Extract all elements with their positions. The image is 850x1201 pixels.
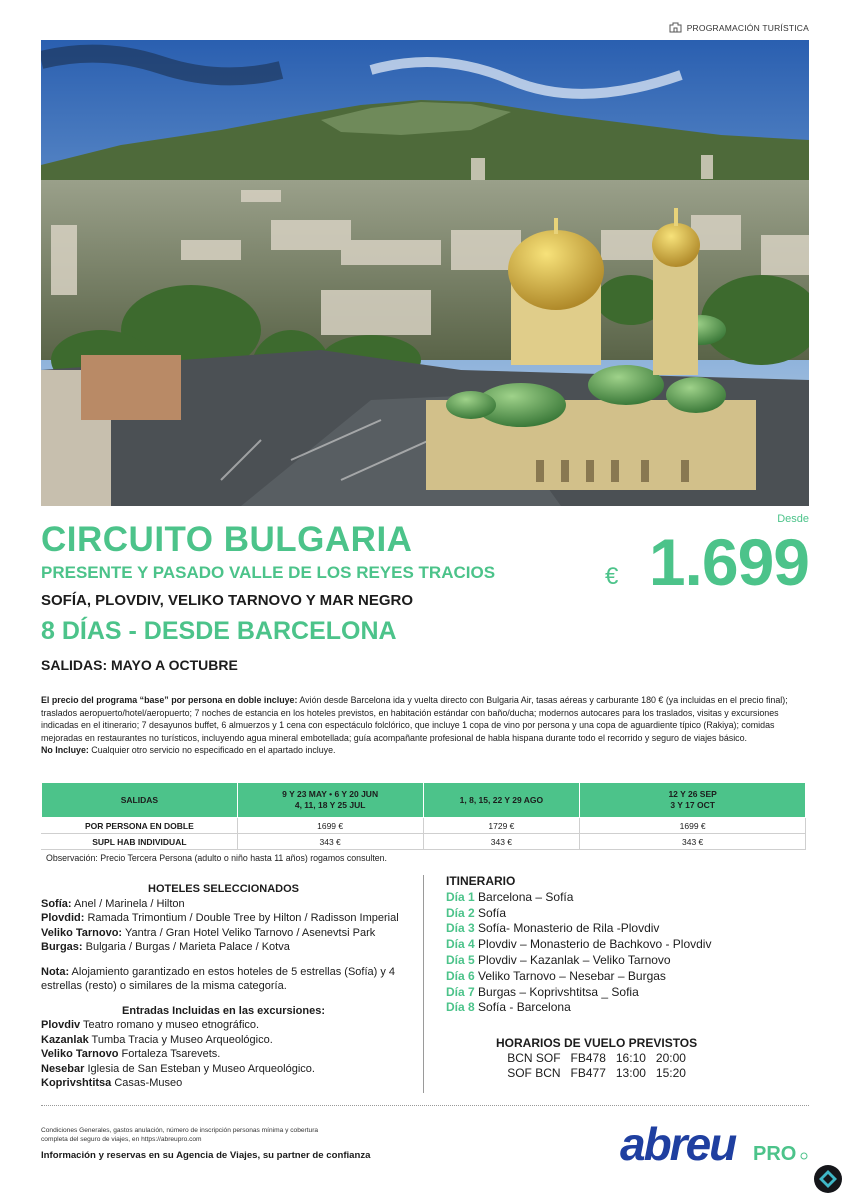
excursion-line: Veliko Tarnovo Fortaleza Tsarevets. xyxy=(41,1048,221,1060)
table-row xyxy=(42,834,806,850)
hotels-heading: HOTELES SELECCIONADOS xyxy=(148,883,299,895)
hotel-line: Sofía: Anel / Marinela / Hilton xyxy=(41,897,185,910)
svg-text:abreu: abreu xyxy=(620,1118,736,1168)
itinerary-day: Día 3 Sofía- Monasterio de Rila -Plovdiv xyxy=(446,921,660,936)
table-header-cell: 12 Y 26 SEP 3 Y 17 OCT xyxy=(580,783,806,818)
price-prefix: Desde xyxy=(777,513,809,525)
price-block xyxy=(579,513,809,599)
flight-row: SOF BCN FB477 13:00 15:20 xyxy=(507,1066,686,1080)
page-title: CIRCUITO BULGARIA xyxy=(41,520,413,559)
table-header-cell: 9 Y 23 MAY • 6 Y 20 JUN 4, 11, 18 Y 25 JUL xyxy=(237,783,423,818)
itinerary-day: Día 7 Burgas – Koprivshtitsa _ Sofia xyxy=(446,984,639,999)
program-type-label: PROGRAMACIÓN TURÍSTICA xyxy=(669,22,809,33)
table-row xyxy=(42,818,806,834)
itinerary-day: Día 8 Sofía - Barcelona xyxy=(446,1000,571,1015)
table-cell: 1699 € xyxy=(580,818,806,834)
hero-photo-sofia-cathedral xyxy=(41,40,809,506)
table-row-label: SUPL HAB INDIVIDUAL xyxy=(42,834,238,850)
itinerary-heading: ITINERARIO xyxy=(446,874,516,888)
itinerary-day: Día 5 Plovdiv – Kazanlak – Veliko Tarnovo xyxy=(446,952,671,967)
table-cell: 1699 € xyxy=(237,818,423,834)
excludes-text: Cualquier otro servicio no especificado en el apartado incluye. xyxy=(88,745,336,756)
itinerary-day: Día 2 Sofía xyxy=(446,905,507,920)
table-row-label: POR PERSONA EN DOBLE xyxy=(42,818,238,834)
footer-divider xyxy=(41,1105,809,1106)
flight-row: BCN SOF FB478 16:10 20:00 xyxy=(507,1051,686,1065)
building-icon xyxy=(669,22,682,33)
excursion-line: Koprivshtitsa Casas-Museo xyxy=(41,1077,183,1089)
includes-label: El precio del programa “base” por persona en doble incluye: xyxy=(41,695,298,705)
table-cell: 343 € xyxy=(423,834,580,850)
hotel-line: Burgas: Bulgaria / Burgas / Marieta Palace / Kotva xyxy=(41,941,290,953)
title-block xyxy=(41,520,601,674)
prices-table xyxy=(41,782,806,850)
price-currency: € xyxy=(605,563,619,590)
table-header-row xyxy=(42,783,806,818)
table-cell: 343 € xyxy=(580,834,806,850)
page-subtitle: PRESENTE Y PASADO VALLE DE LOS REYES TRACIOS xyxy=(41,563,496,582)
excludes-label: No Incluye: xyxy=(41,745,89,756)
table-header-cell: SALIDAS xyxy=(42,783,238,818)
hotels-note: Nota: Alojamiento garantizado en estos hoteles de 5 estrellas (Sofía) y 4 estrellas (resto) o similares de la misma categoría. xyxy=(41,965,396,992)
itinerary-day: Día 4 Plovdiv – Monasterio de Bachkovo - Plovdiv xyxy=(446,937,712,952)
departures-line: SALIDAS: MAYO A OCTUBRE xyxy=(41,657,238,673)
excursion-line: Plovdiv Teatro romano y museo etnográfico. xyxy=(41,1019,260,1031)
itinerary-day: Día 1 Barcelona – Sofía xyxy=(446,889,574,904)
hotels-section xyxy=(41,882,406,1091)
cities-line: SOFÍA, PLOVDIV, VELIKO TARNOVO Y MAR NEGRO xyxy=(41,592,413,609)
table-note: Observación: Precio Tercera Persona (adulto o niño hasta 11 años) rogamos consulten. xyxy=(46,853,387,863)
program-description xyxy=(41,694,809,757)
abreu-pro-logo xyxy=(620,1116,810,1168)
includes-text: Avión desde Barcelona ida y vuelta directo con Bulgaria Air, tasas aéreas y carburante 180 € (ya incluidas en el precio final); traslados aeropuerto/hotel/aeropuerto; 7 noches de estancia en los hoteles previstos, en habitación estándar con baño/ducha; modernos autocares para los traslados, visitas y excursiones indicadas en el itinerario; 7 desayunos buffet, 6 almuerzos y 1 cena con espectáculo folclórico, que incluye 1 copa de vino por persona y una copa de aguardiente típico (Rakiya); comidas mejoradas en restaurantes no turísticos, incluyendo agua mineral embotellada; guía acompañante profesional de habla hispana durante todo el recorrido y seguro de viajes básico. xyxy=(41,695,788,743)
duration-line: 8 DÍAS - DESDE BARCELONA xyxy=(41,617,397,645)
table-cell: 1729 € xyxy=(423,818,580,834)
price-amount: 1.699 xyxy=(648,525,809,599)
flights-heading: HORARIOS DE VUELO PREVISTOS xyxy=(496,1036,698,1050)
conditions-text: Condiciones Generales, gastos anulación, número de inscripción personas mínima y cobertura completa del seguro de viajes, en https://abreupro.com xyxy=(41,1127,319,1143)
itinerary-section xyxy=(446,874,806,1016)
table-cell: 343 € xyxy=(237,834,423,850)
corner-badge-icon xyxy=(814,1165,842,1193)
excursion-line: Kazanlak Tumba Tracia y Museo Arqueológico. xyxy=(41,1033,273,1046)
agency-info: Información y reservas en su Agencia de Viajes, su partner de confianza xyxy=(41,1150,371,1161)
hotel-line: Plovdid: Ramada Trimontium / Double Tree by Hilton / Radisson Imperial xyxy=(41,912,399,924)
svg-text:PRO: PRO xyxy=(753,1143,797,1165)
flights-section xyxy=(496,1036,697,1081)
hotel-line: Veliko Tarnovo: Yantra / Gran Hotel Veliko Tarnovo / Asenevtsi Park xyxy=(41,926,376,939)
table-header-cell: 1, 8, 15, 22 Y 29 AGO xyxy=(423,783,580,818)
itinerary-day: Día 6 Veliko Tarnovo – Nesebar – Burgas xyxy=(446,968,666,983)
excursion-line: Nesebar Iglesia de San Esteban y Museo Arqueológico. xyxy=(41,1062,315,1075)
excursions-heading: Entradas Incluidas en las excursiones: xyxy=(122,1004,325,1017)
column-divider xyxy=(423,875,424,1093)
